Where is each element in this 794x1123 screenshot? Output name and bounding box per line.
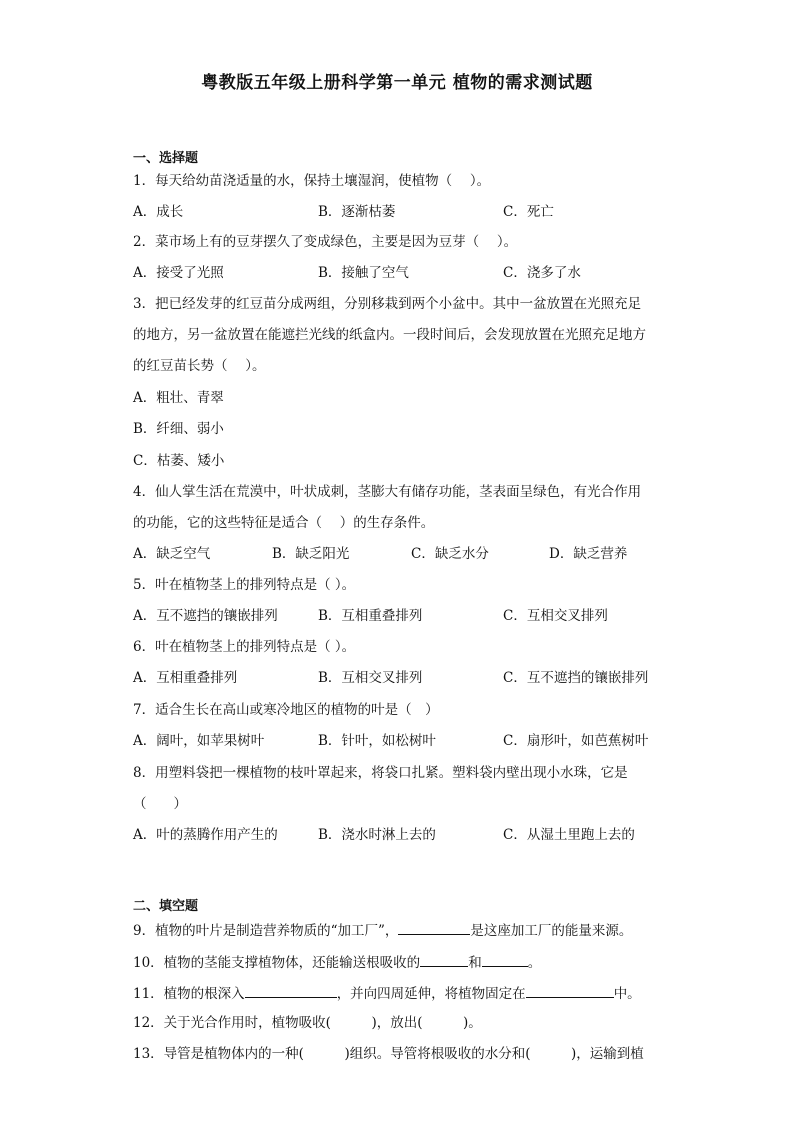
- question-12: 12．关于光合作用时，植物吸收( )，放出( )。: [133, 1015, 482, 1031]
- q3-option-c: C．枯萎、矮小: [133, 453, 225, 469]
- q11-text-part-3: 中。: [613, 986, 641, 1002]
- q10-text-part-1: 10．植物的茎能支撑植物体，还能输送根吸收的: [133, 955, 421, 971]
- q6-option-c: C．互不遮挡的镶嵌排列: [503, 670, 649, 686]
- q10-text-part-3: 。: [527, 955, 542, 971]
- q8-option-a: A．叶的蒸腾作用产生的: [133, 827, 278, 843]
- question-8-line-2: （ ）: [133, 796, 187, 812]
- q9-text-part-1: 9．植物的叶片是制造营养物质的“加工厂”，: [133, 923, 399, 939]
- q4-option-a: A．缺乏空气: [133, 546, 211, 562]
- question-3-line-1: 3．把已经发芽的红豆苗分成两组，分别移栽到两个小盆中。其中一盆放置在光照充足: [133, 296, 642, 312]
- question-10: [133, 952, 541, 972]
- q1-option-a: A．成长: [133, 204, 184, 220]
- q7-option-b: B．针叶，如松树叶: [318, 733, 436, 749]
- question-3-line-2: 的地方，另一盆放置在能遮拦光线的纸盒内。一段时间后，会发现放置在光照充足地方: [133, 327, 646, 343]
- question-1: 1．每天给幼苗浇适量的水，保持土壤湿润，使植物（ ）。: [133, 173, 491, 189]
- q8-option-b: B．浇水时淋上去的: [318, 827, 436, 843]
- q6-option-a: A．互相重叠排列: [133, 670, 238, 686]
- question-4-line-1: 4．仙人掌生活在荒漠中，叶状成刺，茎膨大有储存功能，茎表面呈绿色，有光合作用: [133, 484, 642, 500]
- page-title: 粤教版五年级上册科学第一单元 植物的需求测试题: [201, 73, 593, 93]
- q4-option-b: B．缺乏阳光: [272, 546, 350, 562]
- q9-answer-blank[interactable]: [398, 920, 470, 935]
- question-3-line-3: 的红豆苗长势（ ）。: [133, 358, 266, 374]
- q4-option-c: C．缺乏水分: [411, 546, 489, 562]
- question-13: 13．导管是植物体内的一种( )组织。导管将根吸收的水分和( )，运输到植: [133, 1046, 644, 1062]
- section-heading-choice: 一、选择题: [133, 151, 199, 166]
- q11-answer-blank-1[interactable]: [245, 983, 337, 998]
- q8-option-c: C．从湿土里跑上去的: [503, 827, 635, 843]
- q5-option-a: A．互不遮挡的镶嵌排列: [133, 608, 278, 624]
- question-2: 2．菜市场上有的豆芽摆久了变成绿色，主要是因为豆芽（ ）。: [133, 234, 518, 250]
- question-5: 5．叶在植物茎上的排列特点是（ ）。: [133, 577, 356, 593]
- q5-option-c: C．互相交叉排列: [503, 608, 608, 624]
- q7-option-c: C．扇形叶，如芭蕉树叶: [503, 733, 649, 749]
- q3-option-a: A．粗壮、青翠: [133, 390, 224, 406]
- q10-text-part-2: 和: [468, 955, 482, 971]
- q10-answer-blank-2[interactable]: [482, 952, 528, 967]
- q4-option-d: D．缺乏营养: [549, 546, 628, 562]
- q6-option-b: B．互相交叉排列: [318, 670, 423, 686]
- q1-option-b: B．逐渐枯萎: [318, 204, 396, 220]
- q2-option-a: A．接受了光照: [133, 265, 224, 281]
- q1-option-c: C．死亡: [503, 204, 554, 220]
- question-6: 6．叶在植物茎上的排列特点是（ ）。: [133, 639, 356, 655]
- q11-answer-blank-2[interactable]: [526, 983, 614, 998]
- q10-answer-blank-1[interactable]: [420, 952, 468, 967]
- question-8-line-1: 8．用塑料袋把一棵植物的枝叶罩起来，将袋口扎紧。塑料袋内壁出现小水珠，它是: [133, 765, 628, 781]
- q2-option-b: B．接触了空气: [318, 265, 409, 281]
- q11-text-part-2: ，并向四周延伸，将植物固定在: [336, 986, 526, 1002]
- question-7: 7．适合生长在高山或寒冷地区的植物的叶是（ ）: [133, 702, 439, 718]
- q7-option-a: A．阔叶，如苹果树叶: [133, 733, 265, 749]
- question-9: [133, 920, 632, 940]
- question-11: [133, 983, 641, 1003]
- q11-text-part-1: 11．植物的根深入: [133, 986, 245, 1002]
- q3-option-b: B．纤细、弱小: [133, 421, 224, 437]
- question-4-line-2: 的功能，它的这些特征是适合（ ）的生存条件。: [133, 515, 435, 531]
- q5-option-b: B．互相重叠排列: [318, 608, 423, 624]
- section-heading-fill: 二、填空题: [133, 899, 199, 914]
- q9-text-part-2: 是这座加工厂的能量来源。: [470, 923, 633, 939]
- q2-option-c: C．浇多了水: [503, 265, 581, 281]
